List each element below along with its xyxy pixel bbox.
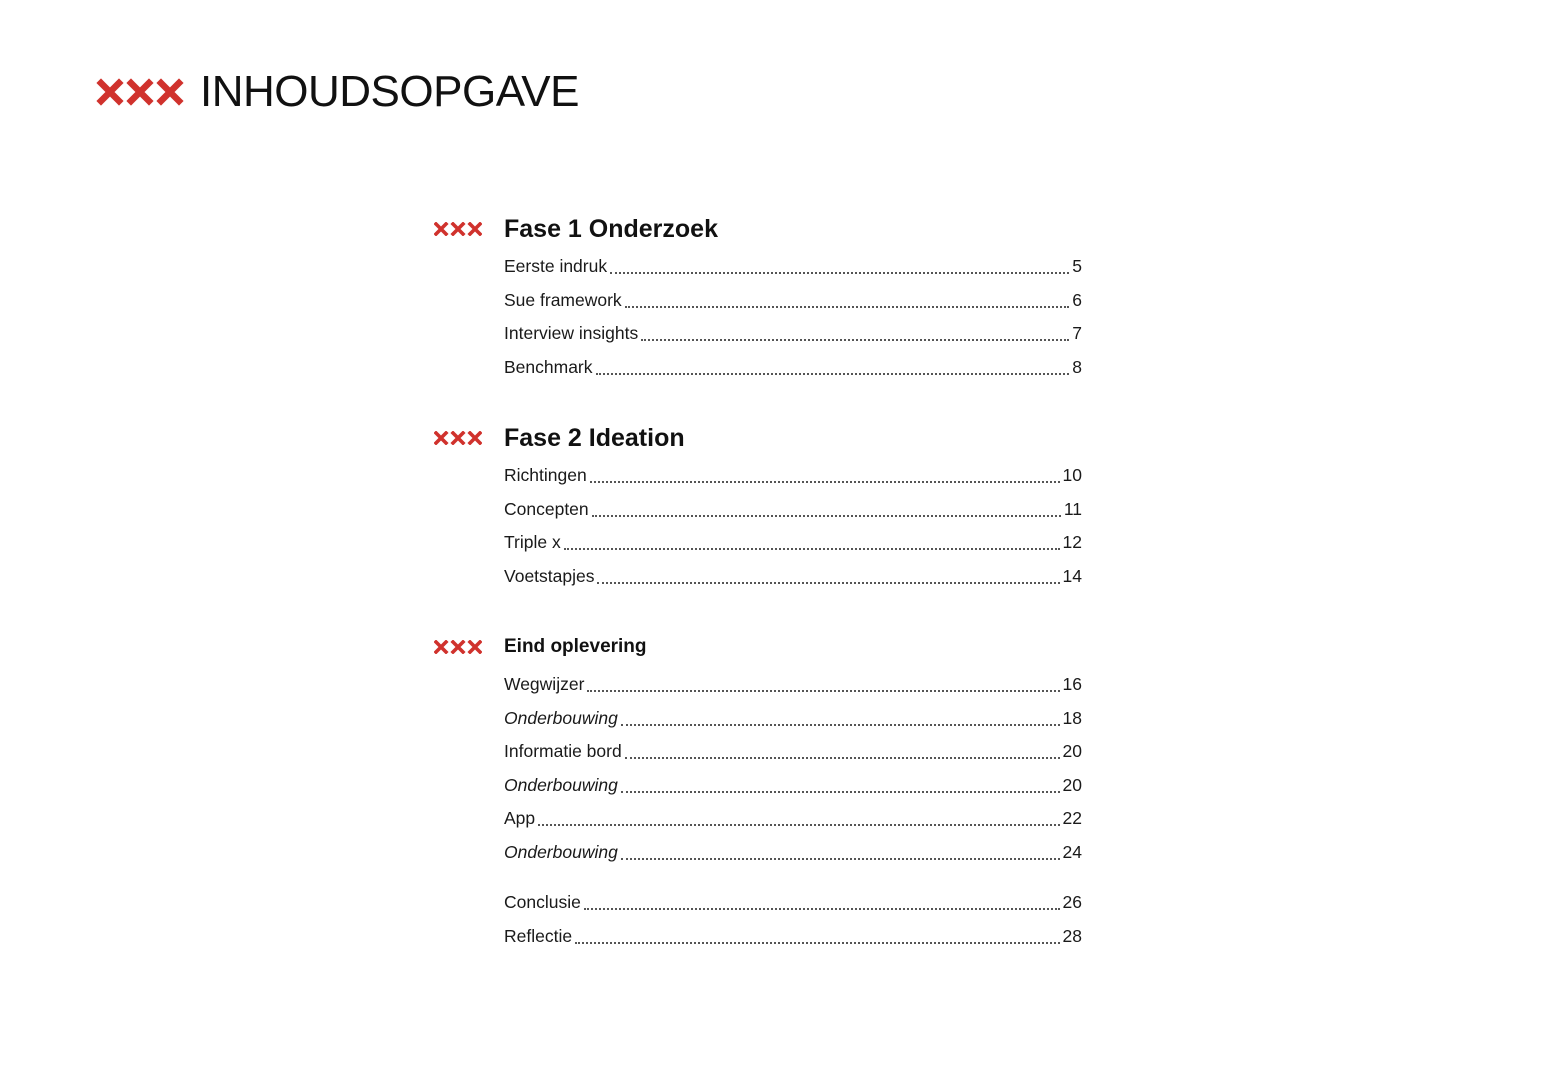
section-title: Fase 2 Ideation xyxy=(504,423,685,452)
triple-x-emblem-icon xyxy=(96,78,186,106)
dot-leader xyxy=(596,372,1070,375)
section-heading[interactable] xyxy=(434,417,1094,459)
toc-entry[interactable] xyxy=(504,886,1082,920)
section-title: Eind oplevering xyxy=(504,636,647,657)
toc-entry[interactable] xyxy=(504,493,1082,527)
toc-section-fase-1 xyxy=(434,208,1094,384)
dot-leader xyxy=(592,514,1061,517)
dot-leader xyxy=(625,756,1060,759)
dot-leader xyxy=(575,941,1059,944)
toc-entry[interactable] xyxy=(504,459,1082,493)
toc-entry[interactable] xyxy=(504,769,1082,803)
section-title: Fase 1 Onderzoek xyxy=(504,214,718,243)
toc-entry[interactable] xyxy=(504,702,1082,736)
entry-page-number: 8 xyxy=(1072,356,1082,377)
entry-page-number: 7 xyxy=(1072,323,1082,344)
entry-page-number: 24 xyxy=(1062,841,1082,862)
entry-label: Sue framework xyxy=(504,289,622,310)
entry-label: Informatie bord xyxy=(504,741,622,762)
toc-entry[interactable] xyxy=(504,250,1082,284)
entry-label: Onderbouwing xyxy=(504,774,618,795)
entry-page-number: 18 xyxy=(1062,707,1082,728)
dot-leader xyxy=(641,338,1069,341)
dot-leader xyxy=(590,480,1060,483)
entry-page-number: 12 xyxy=(1062,532,1082,553)
dot-leader xyxy=(538,823,1059,826)
entry-page-number: 14 xyxy=(1062,565,1082,586)
entry-label: Conclusie xyxy=(504,892,581,913)
entry-label: Eerste indruk xyxy=(504,256,608,277)
page-title: INHOUDSOPGAVE xyxy=(200,67,579,116)
dot-leader xyxy=(621,790,1060,793)
entry-label: Richtingen xyxy=(504,465,587,486)
toc-section-fase-2 xyxy=(434,417,1094,593)
dot-leader xyxy=(621,857,1060,860)
entry-label: Benchmark xyxy=(504,356,593,377)
dot-leader xyxy=(625,305,1070,308)
entry-page-number: 16 xyxy=(1062,674,1082,695)
entry-label: Interview insights xyxy=(504,323,639,344)
dot-leader xyxy=(610,271,1069,274)
triple-x-icon xyxy=(434,640,482,654)
toc-entry[interactable] xyxy=(504,351,1082,385)
toc-entry[interactable] xyxy=(504,526,1082,560)
dot-leader xyxy=(584,907,1060,910)
entry-page-number: 28 xyxy=(1062,925,1082,946)
toc-closing-entries xyxy=(434,886,1094,953)
toc-section-eind-oplevering xyxy=(434,626,1094,869)
entry-label: Triple x xyxy=(504,532,561,553)
toc-entry[interactable] xyxy=(504,802,1082,836)
entry-label: Onderbouwing xyxy=(504,841,618,862)
toc-entry[interactable] xyxy=(504,668,1082,702)
entry-label: App xyxy=(504,808,536,829)
toc-entry[interactable] xyxy=(504,836,1082,870)
entry-label: Voetstapjes xyxy=(504,565,595,586)
dot-leader xyxy=(621,723,1060,726)
entry-page-number: 10 xyxy=(1062,465,1082,486)
entry-page-number: 20 xyxy=(1062,774,1082,795)
entry-label: Concepten xyxy=(504,498,589,519)
entry-label: Reflectie xyxy=(504,925,573,946)
toc-entry[interactable] xyxy=(504,920,1082,954)
section-heading[interactable] xyxy=(434,626,1094,668)
entry-page-number: 6 xyxy=(1072,289,1082,310)
triple-x-icon xyxy=(434,222,482,236)
toc-entry[interactable] xyxy=(504,560,1082,594)
dot-leader xyxy=(597,581,1059,584)
triple-x-icon xyxy=(434,431,482,445)
table-of-contents xyxy=(434,208,1094,953)
toc-entry[interactable] xyxy=(504,317,1082,351)
entry-page-number: 22 xyxy=(1062,808,1082,829)
entry-page-number: 20 xyxy=(1062,741,1082,762)
toc-entry[interactable] xyxy=(504,284,1082,318)
entry-page-number: 5 xyxy=(1072,256,1082,277)
entry-label: Wegwijzer xyxy=(504,674,585,695)
dot-leader xyxy=(564,547,1060,550)
entry-page-number: 26 xyxy=(1062,892,1082,913)
dot-leader xyxy=(587,689,1059,692)
entry-label: Onderbouwing xyxy=(504,707,618,728)
section-heading[interactable] xyxy=(434,208,1094,250)
entry-page-number: 11 xyxy=(1063,498,1082,519)
toc-entry[interactable] xyxy=(504,735,1082,769)
page-header xyxy=(96,64,579,120)
